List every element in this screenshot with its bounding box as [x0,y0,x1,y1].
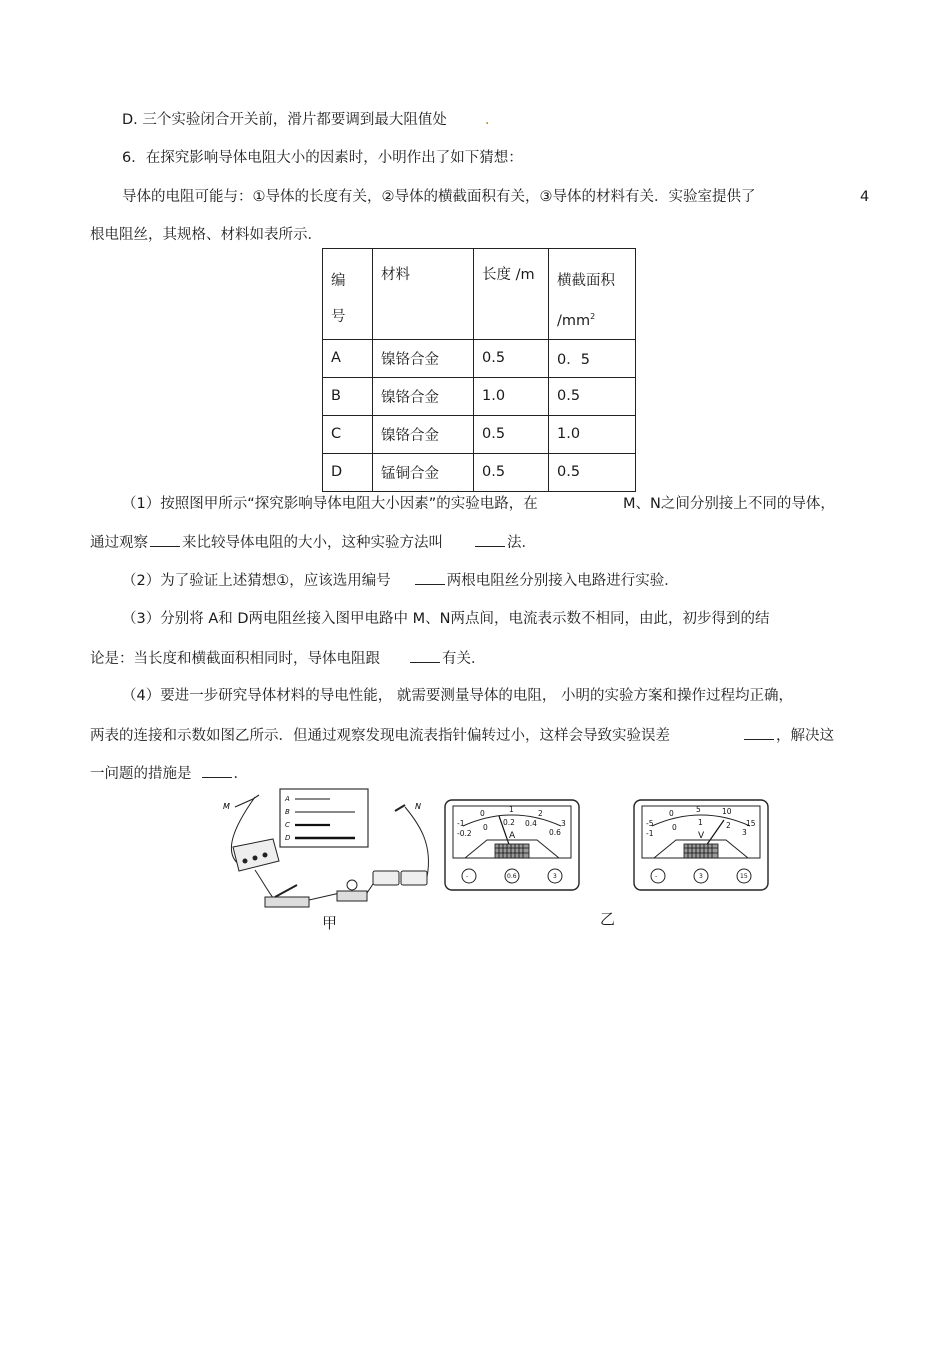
header-area: 横截面积 $/mm^2$ [549,249,636,340]
table-row: B 镍铬合金 1.0 0.5 [323,377,636,415]
svg-text:5: 5 [696,805,701,814]
svg-text:15: 15 [740,873,748,880]
answer-blank[interactable] [415,570,445,585]
svg-text:3: 3 [742,828,747,837]
board-label: A [285,795,290,803]
svg-text:3: 3 [561,819,566,828]
voltmeter-figure [632,798,770,892]
svg-text:0: 0 [672,823,677,832]
question-6-title: 6．在探究影响导体电阻大小的因素时，小明作出了如下猜想： [122,150,523,166]
answer-blank[interactable] [202,763,232,778]
board-label: D [285,834,291,842]
battery-icon [373,871,427,885]
ammeter-unit: A [509,831,516,841]
svg-text:-0.2: -0.2 [457,829,472,838]
header-length: 长度 /m [474,249,549,340]
svg-text:1: 1 [698,818,703,827]
svg-text:-: - [466,873,469,880]
q1-line1-end: M、N之间分别接上不同的导体， [623,496,835,512]
answer-blank[interactable] [744,725,774,740]
hypothesis-line: 导体的电阻可能与：①导体的长度有关，②导体的横截面积有关，③导体的材料有关．实验室提供了 [122,189,756,205]
table-row: C 镍铬合金 0.5 1.0 [323,415,636,453]
ammeter-figure [443,798,581,892]
header-material: 材料 [373,249,474,340]
terminal-m-label: M [223,802,230,811]
q4-line2: 两表的连接和示数如图乙所示．但通过观察发现电流表指针偏转过小，这样会导致实验误差 ，解决这 [90,725,834,746]
svg-text:0.6: 0.6 [549,828,561,837]
clip-n [395,805,405,811]
svg-text:0.6: 0.6 [507,873,517,880]
svg-text:0: 0 [669,809,674,818]
caption-jia: 甲 [322,914,338,932]
svg-text:3: 3 [553,873,557,880]
circuit-figure [215,785,435,920]
q1-line2: 通过观察 来比较导体电阻的大小，这种实验方法叫 法． [90,532,536,553]
svg-text:2: 2 [726,821,731,830]
terminal-n-label: N [415,802,421,811]
table-row: D 锰铜合金 0.5 0.5 [323,453,636,491]
q2-line: （2）为了验证上述猜想①，应该选用编号 两根电阻丝分别接入电路进行实验． [122,570,679,591]
svg-text:0.2: 0.2 [503,818,515,827]
svg-text:2: 2 [538,809,543,818]
q3-line1: （3）分别将 A和 D两电阻丝接入图甲电路中 M、N两点间，电流表示数不相同，由此，初步得到的结 [122,611,770,627]
table-intro: 根电阻丝，其规格、材料如表所示． [90,227,322,243]
option-d: D. 三个实验闭合开关前，滑片都要调到最大阻值处 . [122,112,490,128]
svg-text:15: 15 [746,819,756,828]
resistance-wire-table [322,248,636,492]
ammeter-grid [495,844,529,858]
svg-text:0: 0 [480,809,485,818]
ammeter-small-icon [233,839,279,871]
wire-board-lines [295,799,355,838]
svg-text:0: 0 [483,823,488,832]
svg-text:1: 1 [509,805,514,814]
answer-blank[interactable] [410,648,440,663]
board-label: C [285,821,290,829]
svg-text:-1: -1 [457,819,465,828]
table-row: A 镍铬合金 0.5 0．5 [323,339,636,377]
svg-text:-1: -1 [646,829,654,838]
svg-text:10: 10 [722,807,732,816]
voltmeter-unit: V [698,831,705,841]
svg-text:3: 3 [699,873,703,880]
voltmeter-terminal-neg [651,869,665,883]
ammeter-terminal-neg [462,869,476,883]
bulb-icon [337,880,367,901]
q4-line1: （4）要进一步研究导体材料的导电性能， 就需要测量导体的电阻， 小明的实验方案和操作过程均正确， [122,688,793,704]
header-id: 编 号 [323,249,373,340]
answer-blank[interactable] [150,532,180,547]
svg-text:0.4: 0.4 [525,819,537,828]
q3-line2: 论是：当长度和横截面积相同时，导体电阻跟 有关． [90,648,486,669]
svg-text:-5: -5 [646,819,654,828]
svg-text:-: - [655,873,658,880]
answer-blank[interactable] [475,532,505,547]
clip-m [235,795,259,807]
hypothesis-number: 4 [860,189,870,205]
q1-line1: （1）按照图甲所示“探究影响导体电阻大小因素”的实验电路，在 [122,496,538,512]
voltmeter-grid [684,844,718,858]
caption-yi: 乙 [600,910,616,928]
board-label: B [285,808,290,816]
q4-line3: 一问题的措施是 ． [90,763,248,784]
